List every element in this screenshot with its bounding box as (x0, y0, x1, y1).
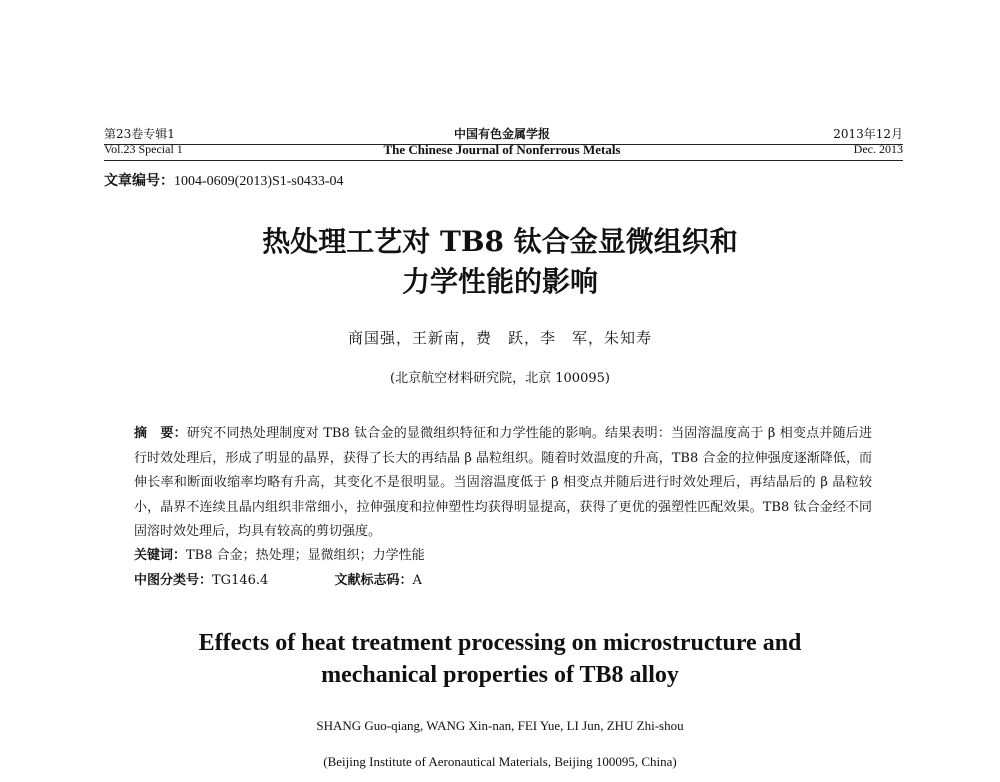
abstract-cn (134, 422, 872, 545)
keywords-label: 关键词： (134, 548, 187, 563)
affiliation-en: (Beijing Institute of Aeronautical Materials, Beijing 100095, China) (323, 754, 677, 769)
title-cn-line1: 热处理工艺对 TB8 钛合金显微组织和 (262, 225, 738, 258)
title-cn (120, 222, 880, 302)
keywords-cn (134, 544, 425, 563)
title-en-line1: Effects of heat treatment processing on microstructure and (198, 630, 802, 656)
classification (134, 569, 422, 588)
header-volume (104, 127, 183, 157)
article-number-label: 文章编号： (104, 173, 174, 189)
date-en: Dec. 2013 (853, 142, 903, 156)
journal-name-cn: 中国有色金属学报 (453, 127, 550, 141)
journal-name-en: The Chinese Journal of Nonferrous Metals (383, 142, 621, 157)
affiliation-cn: (北京航空材料研究院，北京 100095) (390, 371, 610, 386)
clc-label: 中图分类号： (134, 573, 213, 588)
volume-en: Vol.23 Special 1 (104, 142, 183, 156)
abstract-text: 研究不同热处理制度对 TB8 钛合金的显微组织特征和力学性能的影响。结果表明：当固溶温度高于 β 相变点并随后进行时效处理后，形成了明显的晶界，获得了长大的再结晶 β 晶粒组织。随着时效温度的升高，TB8 合金的拉伸强度逐渐降低，而伸长率和断面收缩率均略有升高，其变化不是很明显。当固溶温度低于 β 相变点并随后进行时效处理后，再结晶后的 β 晶粒较小，晶界不连续且晶内组织非常细小，拉伸强度和拉伸塑性均获得明显提高，获得了更优的强塑性匹配效果。TB8 钛合金经不同固溶时效处理后，均具有较高的剪切强度。 (134, 426, 872, 539)
authors-en: SHANG Guo-qiang, WANG Xin-nan, FEI Yue, LI Jun, ZHU Zhi-shou (316, 718, 684, 733)
doc-code-label: 文献标志码： (334, 573, 413, 588)
article-number-value: 1004-0609(2013)S1-s0433-04 (174, 174, 344, 189)
article-number (104, 170, 344, 190)
clc-value: TG146.4 (212, 573, 269, 588)
header-rule-top (104, 144, 903, 145)
header-journal (352, 127, 652, 157)
abstract-label: 摘 要： (134, 426, 187, 441)
title-cn-line2: 力学性能的影响 (401, 265, 598, 298)
doc-code-value: A (412, 573, 422, 588)
volume-cn: 第23卷专辑1 (104, 127, 175, 141)
authors-cn: 商国强，王新南，费 跃，李 军，朱知寿 (347, 329, 652, 347)
header-date (833, 127, 903, 157)
title-en (120, 627, 880, 691)
title-en-line2: mechanical properties of TB8 alloy (321, 662, 679, 688)
keywords-text: TB8 合金；热处理；显微组织；力学性能 (186, 548, 425, 563)
date-cn: 2013年12月 (833, 127, 903, 141)
header-rule-bottom (104, 160, 903, 161)
